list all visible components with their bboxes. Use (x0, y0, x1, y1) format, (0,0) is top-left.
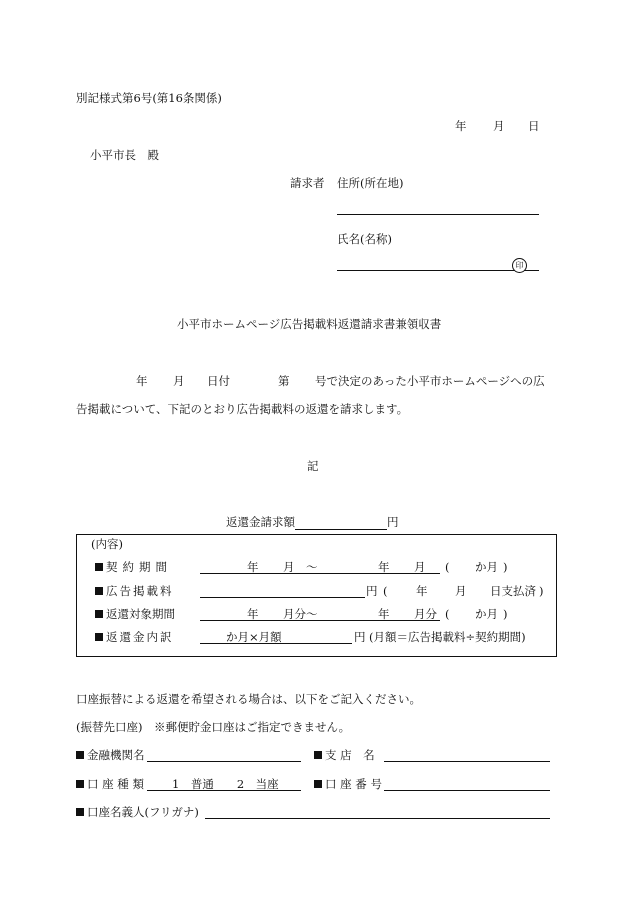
refund-months-unit: か月 (475, 607, 498, 621)
claim-amount-unit: 円 (387, 515, 399, 529)
branch-label: 支 店 名 (325, 748, 375, 762)
bullet-square-icon (95, 610, 103, 618)
account-number-field[interactable] (384, 790, 550, 791)
contract-period-label-wrap (95, 560, 172, 574)
ad-fee-yen: 円 (366, 584, 378, 598)
date-year-label: 年 (455, 119, 467, 133)
breakdown-yen: 円 (354, 630, 366, 644)
contract-year2: 年 (378, 560, 390, 574)
ad-fee-paid: 日支払済 (490, 584, 536, 598)
contract-month2: 月 (414, 560, 426, 574)
ad-fee-month: 月 (455, 584, 467, 598)
bullet-square-icon (95, 633, 103, 641)
contract-year: 年 (247, 560, 259, 574)
holder-label-wrap (76, 805, 199, 819)
branch-label-wrap (314, 748, 375, 762)
account-type-options: 1 普通 2 当座 (172, 777, 279, 791)
date-month-label: 月 (493, 119, 505, 133)
contract-period-label: 契約期間 (106, 560, 172, 574)
refund-year: 年 (247, 607, 259, 621)
bullet-square-icon (76, 780, 84, 788)
ad-fee-label-wrap (95, 584, 174, 598)
name-field[interactable] (337, 270, 539, 271)
breakdown-formula: か月×月額 (226, 630, 282, 644)
branch-field[interactable] (384, 761, 550, 762)
institution-label: 金融機関名 (87, 748, 145, 762)
bullet-square-icon (314, 780, 322, 788)
institution-field[interactable] (147, 761, 301, 762)
ad-fee-label: 広告掲載料 (106, 584, 174, 598)
form-number: 別記様式第6号(第16条関係) (76, 91, 222, 105)
body-line2: 告掲載について、下記のとおり広告掲載料の返還を請求します。 (76, 402, 409, 416)
bank-notice: 口座振替による返還を希望される場合は、以下をご記入ください。 (76, 692, 421, 706)
account-type-label-wrap (76, 777, 144, 791)
refund-period-field[interactable] (200, 620, 440, 621)
contract-month: 月 (283, 560, 295, 574)
refund-paren-close: ) (503, 607, 508, 621)
refund-paren-open: ( (445, 607, 450, 621)
requester-label: 請求者 (290, 176, 325, 190)
body-date-attach: 日付 (207, 374, 230, 388)
refund-period-label-wrap (95, 607, 175, 621)
body-number-prefix: 第 (278, 374, 290, 388)
refund-month-to: 月分 (414, 607, 437, 621)
refund-period-label: 返還対象期間 (106, 607, 175, 621)
form-title: 小平市ホームページ広告掲載料返還請求書兼領収書 (177, 317, 442, 331)
address-field[interactable] (337, 214, 539, 215)
contract-months-unit: か月 (475, 560, 498, 574)
claim-amount-label: 返還金請求額 (226, 515, 295, 529)
contract-paren-open: ( (445, 560, 450, 574)
bank-destination: (振替先口座) ※郵便貯金口座はご指定できません。 (76, 720, 351, 734)
name-label: 氏名(名称) (337, 232, 392, 246)
account-number-label-wrap (314, 777, 382, 791)
ad-fee-year: 年 (416, 584, 428, 598)
body-month: 月 (173, 374, 185, 388)
body-year: 年 (136, 374, 148, 388)
breakdown-label: 返還金内訳 (106, 630, 174, 644)
bullet-square-icon (314, 751, 322, 759)
claim-amount-row (226, 515, 399, 530)
contract-paren-close: ) (503, 560, 508, 574)
bullet-square-icon (76, 808, 84, 816)
holder-label: 口座名義人(フリガナ) (87, 805, 199, 819)
holder-field[interactable] (205, 818, 550, 819)
contract-tilde: ～ (306, 560, 318, 574)
institution-label-wrap (76, 748, 145, 762)
claim-amount-field[interactable] (295, 515, 387, 530)
ad-fee-field[interactable] (200, 597, 365, 598)
ad-fee-paren-open: ( (383, 584, 388, 598)
ki-label: 記 (307, 459, 319, 473)
refund-year2: 年 (378, 607, 390, 621)
bullet-square-icon (95, 563, 103, 571)
breakdown-note: (月額＝広告掲載料÷契約期間) (369, 630, 526, 644)
date-day-label: 日 (528, 119, 540, 133)
refund-month-from: 月分～ (283, 607, 318, 621)
body-line1-tail: 号で決定のあった小平市ホームページへの広 (315, 374, 545, 388)
bullet-square-icon (76, 751, 84, 759)
contract-period-field[interactable] (200, 573, 440, 574)
breakdown-label-wrap (95, 630, 174, 644)
ad-fee-paren-close: ) (539, 584, 544, 598)
details-heading: (内容) (91, 537, 123, 551)
addressee: 小平市長 殿 (90, 148, 159, 162)
account-type-label: 口 座 種 類 (87, 777, 144, 791)
bullet-square-icon (95, 587, 103, 595)
account-number-label: 口 座 番 号 (325, 777, 382, 791)
address-label: 住所(所在地) (337, 176, 404, 190)
seal-mark: 印 (512, 258, 527, 273)
